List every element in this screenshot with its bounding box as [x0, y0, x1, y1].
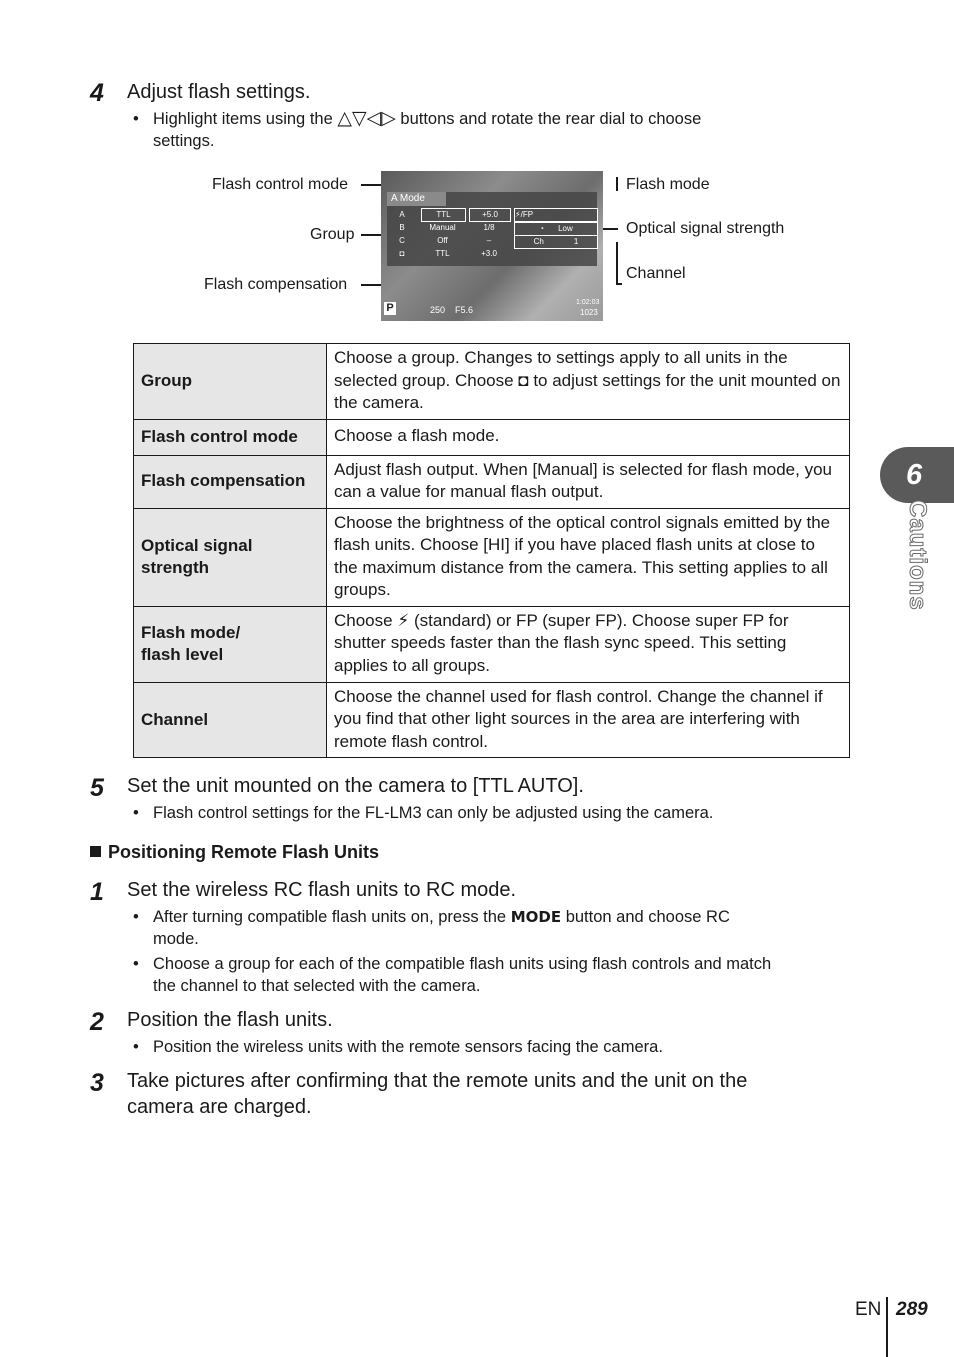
table-desc: Adjust flash output. When [Manual] is selected for flash mode, you can a value for manual flash output.: [327, 455, 850, 508]
bullet-dot: •: [133, 110, 139, 128]
step-number: 4: [90, 79, 104, 107]
channel-value: 1: [573, 237, 579, 246]
flash-icon: ⚡: [397, 610, 410, 630]
bullet-text: the channel to that selected with the camera.: [153, 977, 481, 995]
screen-header: A Mode: [387, 192, 446, 206]
mode-value: TTL: [435, 249, 450, 258]
arrow-keys-icon: △▽◁▷: [337, 108, 396, 129]
callout-flash-mode: Flash mode: [626, 176, 710, 193]
mode-value: Off: [437, 236, 448, 245]
step-title: Position the flash units.: [127, 1009, 333, 1031]
step-number: 3: [90, 1069, 104, 1097]
bullet-item: [127, 953, 873, 997]
mode-button-label: MODE: [510, 908, 562, 926]
leader-line: [616, 242, 618, 284]
bullet-text: settings.: [153, 132, 215, 150]
step-number: 2: [90, 1008, 104, 1036]
bullet-dot: •: [133, 908, 139, 926]
leader-line: [616, 283, 622, 285]
mode-badge: P: [384, 302, 396, 315]
aperture: F5.6: [455, 305, 474, 315]
table-term: Flash control mode: [134, 419, 327, 455]
chapter-number: 6: [906, 459, 923, 491]
leader-line: [361, 234, 381, 236]
group-label: A: [399, 210, 405, 219]
bullet-item: [127, 802, 853, 824]
table-term: Optical signal strength: [134, 508, 327, 606]
flash-icon: ⚡: [515, 210, 521, 219]
table-term: Group: [134, 344, 327, 420]
page-number: 289: [896, 1299, 928, 1320]
table-row: [134, 455, 850, 508]
table-row: [134, 344, 850, 420]
table-desc: Choose the brightness of the optical control signals emitted by the flash units. Choose [HI] if you have placed flash units at close to the maximum distance from the camera. This setting applies to all groups.: [327, 508, 850, 606]
bullet-text: Choose a group for each of the compatible flash units using flash controls and match: [153, 955, 772, 973]
section-heading: Positioning Remote Flash Units: [90, 842, 379, 863]
table-desc: Choose ⚡ (standard) or FP (super FP). Choose super FP for shutter speeds faster than the flash sync speed. This setting applies to all groups.: [327, 606, 850, 682]
bullet-dot: •: [133, 955, 139, 973]
battery-time: 1:02:03: [576, 299, 600, 306]
callout-group: Group: [310, 226, 355, 243]
callout-optical-signal-strength: Optical signal strength: [626, 220, 785, 237]
table-desc: Choose a group. Changes to settings apply to all units in the selected group. Choose ◘ to adjust settings for the unit mounted on the camera.: [327, 344, 850, 420]
camera-screen: [381, 171, 603, 321]
step-number: 1: [90, 878, 104, 906]
bullet-text: mode.: [153, 930, 199, 948]
language-label: EN: [855, 1299, 882, 1320]
callout-flash-control-mode: Flash control mode: [212, 176, 349, 193]
leader-line: [616, 177, 618, 191]
bullet-text: button and choose RC: [565, 908, 730, 926]
shutter-speed: 250: [430, 305, 446, 315]
step-title: Set the unit mounted on the camera to [TTL AUTO].: [127, 775, 584, 797]
comp-value: 1/8: [483, 223, 495, 232]
step-number: 5: [90, 774, 104, 802]
flash-mode-row: ⚡/FP: [514, 208, 598, 222]
bullet-text: After turning compatible flash units on, press the: [153, 908, 507, 926]
chapter-tab: [880, 447, 954, 503]
bullet-item: [127, 906, 873, 950]
bullet-dot: •: [133, 804, 139, 822]
bullet-text: Highlight items using the: [153, 110, 333, 128]
mode-value: Manual: [429, 223, 456, 232]
square-bullet-icon: [90, 846, 101, 857]
table-desc: Choose a flash mode.: [327, 419, 850, 455]
bullet-dot: •: [133, 1038, 139, 1056]
group-label: C: [399, 236, 405, 245]
settings-table: [133, 343, 850, 758]
table-row: [134, 419, 850, 455]
signal-icon: ◔: [539, 224, 545, 233]
bullet-item: [127, 108, 853, 152]
step-title: Take pictures after confirming that the remote units and the unit on the camera are charged.: [127, 1070, 748, 1118]
footer-divider: [886, 1297, 888, 1357]
bullet-text: Position the wireless units with the remote sensors facing the camera.: [153, 1038, 663, 1056]
table-row: [134, 508, 850, 606]
step-title: Adjust flash settings.: [127, 81, 311, 103]
camera-unit-icon: ◘: [518, 370, 529, 390]
fp-label: FP: [522, 210, 534, 219]
bullet-item: [127, 1036, 853, 1058]
signal-value: Low: [558, 224, 573, 233]
callout-flash-compensation: Flash compensation: [204, 276, 348, 293]
comp-value: +5.0: [469, 208, 511, 222]
table-row: [134, 606, 850, 682]
channel-row: [514, 235, 598, 249]
table-desc: Choose the channel used for flash control. Change the channel if you find that other light sources in the area are interfering with remote flash control.: [327, 682, 850, 758]
channel-label: Ch: [533, 237, 544, 246]
step-title: Set the wireless RC flash units to RC mode.: [127, 879, 517, 901]
comp-value: –: [486, 236, 492, 245]
callout-channel: Channel: [626, 265, 686, 282]
table-term: Channel: [134, 682, 327, 758]
mode-value: TTL: [421, 208, 466, 222]
chapter-label: Cautions: [904, 500, 931, 611]
table-row: [134, 682, 850, 758]
table-term: Flash compensation: [134, 455, 327, 508]
camera-unit-icon: ◘: [399, 249, 405, 258]
bullet-text: buttons and rotate the rear dial to choose: [400, 110, 702, 128]
group-label: B: [399, 223, 405, 232]
shots-remaining: 1023: [580, 308, 598, 317]
comp-value: +3.0: [481, 249, 497, 258]
bullet-text: Flash control settings for the FL-LM3 can only be adjusted using the camera.: [153, 804, 714, 822]
table-term: Flash mode/ flash level: [134, 606, 327, 682]
signal-strength-row: [514, 222, 598, 236]
